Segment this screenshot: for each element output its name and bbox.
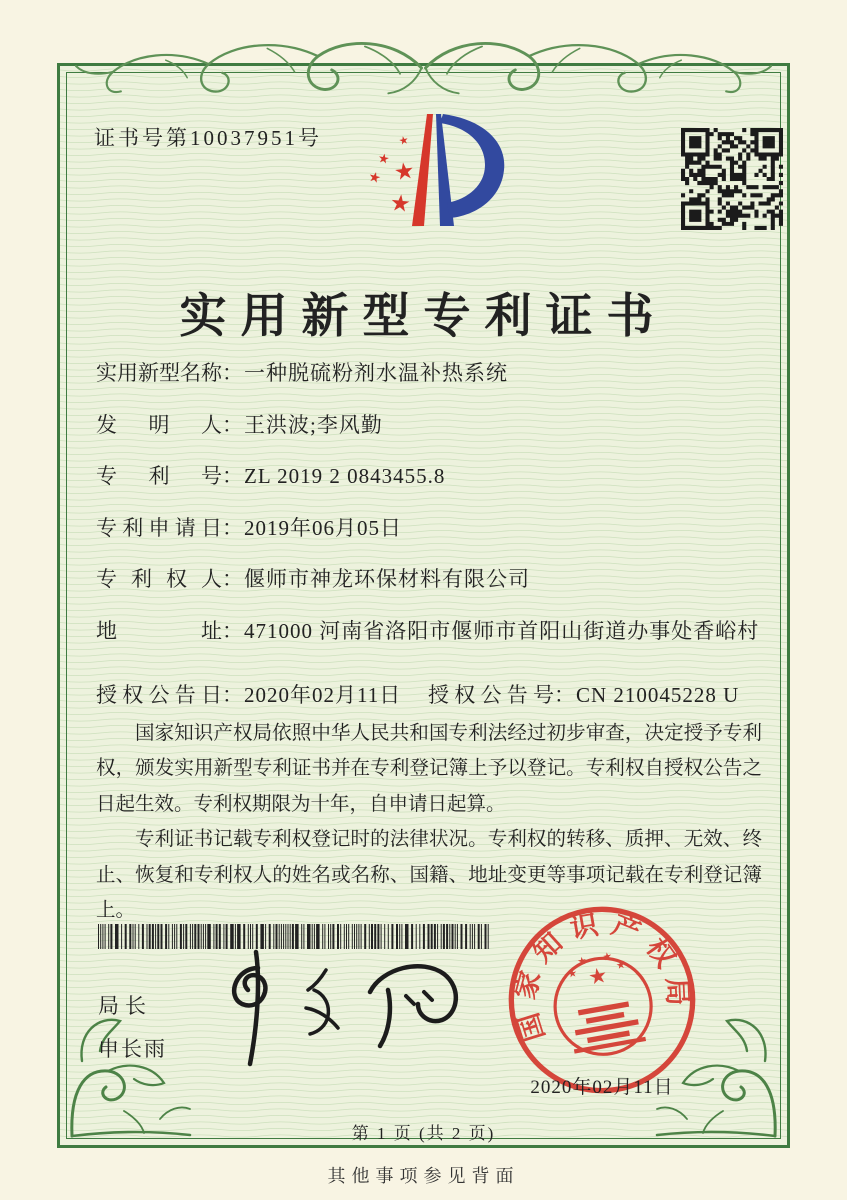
- certificate-number: 证书号第10037951号: [94, 126, 322, 150]
- certificate-body: [57, 63, 790, 1148]
- director-signature: [210, 946, 480, 1071]
- national-emblem-icon: [547, 946, 659, 1062]
- grant-date-row: 授权公告日 ： 2020年02月11日: [96, 683, 402, 707]
- field-label: 专利申请日: [96, 515, 222, 540]
- grant-number-value: CN 210045228 U: [576, 683, 740, 707]
- field-value: 471000 河南省洛阳市偃师市首阳山街道办事处香峪村: [244, 618, 760, 643]
- logo-star-icon: ★: [397, 134, 410, 148]
- grant-date-label: 授权公告日: [96, 683, 222, 707]
- logo-star-icon: ★: [376, 150, 391, 167]
- logo-star-icon: ★: [388, 189, 412, 218]
- svg-text:★: ★: [576, 955, 588, 969]
- certificate-title: 实用新型专利证书: [179, 291, 668, 344]
- commissioner-title: 局长: [98, 994, 152, 1018]
- legal-paragraph-1: 国家知识产权局依照中华人民共和国专利法经过初步审查，决定授予专利权，颁发实用新型专利证书并在专利登记簿上予以登记。专利权自授权公告之日起生效。专利权期限为十年，自申请日起算。: [96, 723, 762, 815]
- seal-ring-text: 国家知识产权局: [509, 907, 694, 1045]
- field-value: ZL 2019 2 0843455.8: [244, 464, 446, 488]
- grant-number-label: 授权公告号: [428, 683, 554, 707]
- field-value: 2019年06月05日: [244, 515, 402, 540]
- field-filing-date: 专利申请日 ： 2019年06月05日: [96, 515, 402, 540]
- page-number: 第 1 页 (共 2 页): [351, 1124, 496, 1143]
- svg-text:★: ★: [586, 962, 610, 990]
- cnipa-logo: [342, 106, 512, 238]
- field-label: 实用新型名称: [96, 361, 222, 385]
- legal-paragraph-2: 专利证书记载专利权登记时的法律状况。专利权的转移、质押、无效、终止、恢复和专利权人的姓名或名称、国籍、地址变更等事项记载在专利登记簿上。: [96, 829, 762, 922]
- field-value: 一种脱硫粉剂水温补热系统: [244, 361, 508, 385]
- field-label: 发明人: [96, 412, 222, 437]
- field-label: 地址: [96, 618, 222, 643]
- field-value: 偃师市神龙环保材料有限公司: [244, 567, 530, 591]
- cnipa-logo-mark: [342, 106, 512, 238]
- field-utility-model-name: 实用新型名称 ： 一种脱硫粉剂水温补热系统: [96, 361, 508, 385]
- seal-date: 2020年02月11日: [530, 1077, 674, 1098]
- field-patentee: 专利权人 ： 偃师市神龙环保材料有限公司: [96, 567, 530, 591]
- grant-date-value: 2020年02月11日: [244, 683, 402, 707]
- svg-text:★: ★: [615, 959, 627, 973]
- svg-text:★: ★: [601, 951, 614, 964]
- commissioner-name: 申长雨: [98, 1037, 167, 1061]
- svg-text:★: ★: [566, 968, 579, 981]
- field-label: 专利权人: [96, 567, 222, 591]
- top-scroll-ornament: [72, 26, 775, 106]
- logo-star-icon: ★: [366, 169, 383, 188]
- field-patent-number: 专利号 ： ZL 2019 2 0843455.8: [96, 464, 446, 488]
- qr-code: [681, 128, 783, 230]
- grant-number-row: 授权公告号 ： CN 210045228 U: [428, 683, 740, 707]
- field-label: 专利号: [96, 464, 222, 488]
- field-address: 地址 ： 471000 河南省洛阳市偃师市首阳山街道办事处香峪村: [96, 618, 760, 643]
- certificate-fields: [96, 360, 760, 669]
- field-value: 王洪波;李风勤: [244, 412, 383, 437]
- field-inventor: 发明人 ： 王洪波;李风勤: [96, 412, 383, 437]
- back-note: 其他事项参见背面: [327, 1166, 520, 1186]
- logo-star-icon: ★: [392, 157, 417, 186]
